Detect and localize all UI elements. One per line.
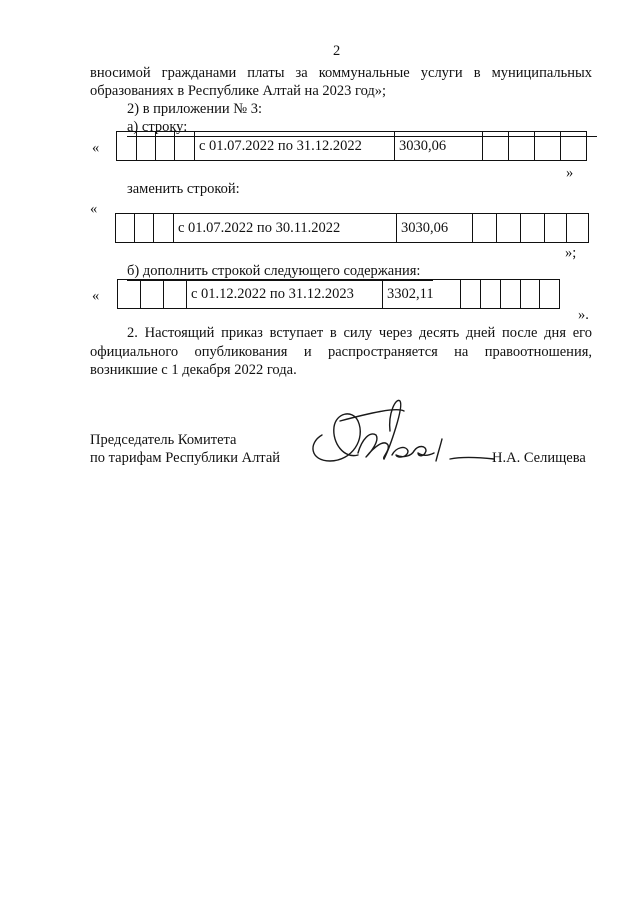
- tariff-row-original: [116, 131, 587, 161]
- replace-label: заменить строкой:: [127, 181, 240, 197]
- empty-cell: [535, 132, 561, 161]
- empty-cell: [156, 132, 175, 161]
- empty-cell: [481, 280, 501, 309]
- empty-cell: [497, 214, 521, 243]
- empty-cell: [567, 214, 589, 243]
- value-cell: 3030,06: [397, 214, 473, 243]
- signatory-name: Н.А. Селищева: [492, 450, 586, 466]
- empty-cell: [545, 214, 567, 243]
- item-2-heading: 2) в приложении № 3:: [127, 101, 262, 117]
- empty-cell: [521, 214, 545, 243]
- empty-cell: [116, 214, 135, 243]
- empty-cell: [521, 280, 540, 309]
- sub-a-text: а) строку:: [127, 119, 188, 135]
- value-cell: 3030,06: [395, 132, 483, 161]
- signatory-title-2: по тарифам Республики Алтай: [90, 450, 281, 466]
- empty-cell: [154, 214, 174, 243]
- period-cell: с 01.07.2022 по 30.11.2022: [174, 214, 397, 243]
- intro-line-1: вносимой гражданами платы за коммунальные услуги в муниципальных: [90, 65, 592, 81]
- empty-cell: [473, 214, 497, 243]
- tariff-row-added: [117, 279, 560, 309]
- period-cell: с 01.07.2022 по 31.12.2022: [195, 132, 395, 161]
- intro-line-2: образованиях в Республике Алтай на 2023 год»;: [90, 83, 387, 99]
- empty-cell: [141, 280, 164, 309]
- signatory-title-1: Председатель Комитета: [90, 432, 237, 448]
- empty-cell: [135, 214, 154, 243]
- clause-2-line-3: возникшие с 1 декабря 2022 года.: [90, 362, 297, 378]
- empty-cell: [164, 280, 187, 309]
- empty-cell: [501, 280, 521, 309]
- close-quote-3: ».: [578, 307, 589, 323]
- open-quote-2: «: [90, 201, 98, 217]
- empty-cell: [118, 280, 141, 309]
- empty-cell: [461, 280, 481, 309]
- open-quote-3: «: [92, 288, 100, 304]
- empty-cell: [561, 132, 587, 161]
- empty-cell: [483, 132, 509, 161]
- open-quote-1: «: [92, 140, 100, 156]
- empty-cell: [509, 132, 535, 161]
- empty-cell: [117, 132, 137, 161]
- clause-2-line-2: официального опубликования и распространяется на правоотношения,: [90, 344, 592, 360]
- close-quote-1: »: [566, 165, 574, 181]
- empty-cell: [137, 132, 156, 161]
- tariff-row-replacement: [115, 213, 589, 243]
- value-cell: 3302,11: [383, 280, 461, 309]
- period-cell: с 01.12.2022 по 31.12.2023: [187, 280, 383, 309]
- sub-b-text: б) дополнить строкой следующего содержания:: [127, 263, 421, 279]
- close-quote-2: »;: [565, 245, 577, 261]
- empty-cell: [175, 132, 195, 161]
- clause-2-line-1: 2. Настоящий приказ вступает в силу через десять дней после дня его: [127, 325, 592, 341]
- handwritten-signature: [300, 395, 500, 485]
- empty-cell: [540, 280, 560, 309]
- page-number: 2: [333, 43, 341, 59]
